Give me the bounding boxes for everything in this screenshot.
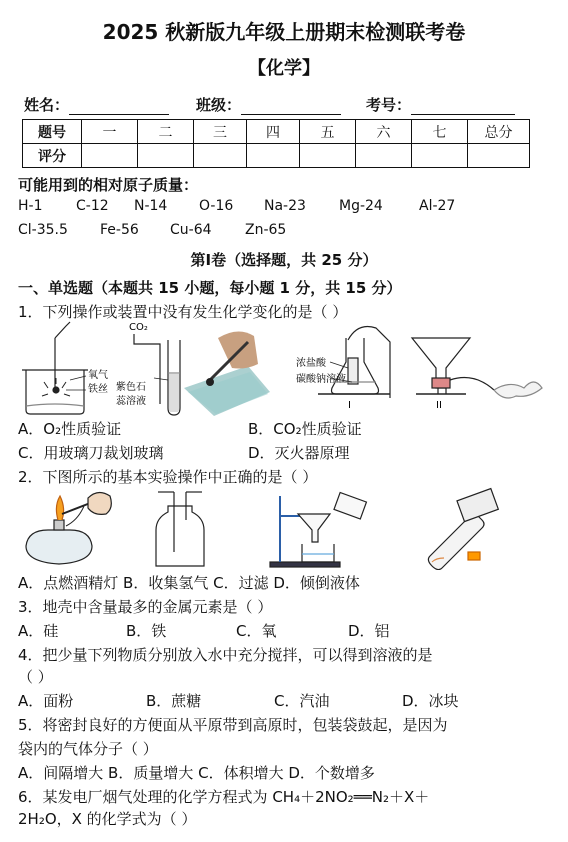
atomic-mass-item: Mg-24: [339, 198, 383, 214]
section-title: 一、单选题（本题共 15 小题，每小题 1 分，共 15 分）: [18, 279, 402, 297]
score-header-cell: 三: [194, 120, 247, 144]
score-table: [22, 119, 530, 168]
question-4-options: [18, 690, 548, 711]
exam-title: 2025 秋新版九年级上册期末检测联考卷: [102, 20, 466, 44]
gas-collection-bottle-figure: [156, 492, 204, 566]
extinguisher-inverted-figure: [412, 338, 542, 398]
atomic-mass-item: C-12: [76, 198, 109, 214]
atomic-mass-item: Na-23: [264, 198, 306, 214]
question-1-stem: 1．下列操作或装置中没有发生化学变化的是（ ）: [18, 303, 348, 321]
question-4-stem: 4．把少量下列物质分别放入水中充分搅拌，可以得到溶液的是: [18, 646, 433, 664]
score-header-cell: 七: [412, 120, 468, 144]
class-label: 班级：: [196, 96, 242, 114]
atomic-mass-line-2: [18, 222, 286, 238]
score-cell[interactable]: [247, 144, 300, 168]
question-4-option-a[interactable]: A．面粉: [18, 692, 74, 710]
score-cell[interactable]: [468, 144, 530, 168]
question-3-option-b[interactable]: B．铁: [126, 622, 167, 640]
pour-liquid-figure: [428, 489, 498, 570]
oxygen-label: 氧气: [88, 370, 108, 381]
name-field[interactable]: [24, 94, 169, 115]
score-header-cell: 题号: [23, 120, 82, 144]
score-header-cell: 四: [247, 120, 300, 144]
question-5-stem-2: 袋内的气体分子（ ）: [18, 740, 158, 758]
label-II: II: [436, 400, 442, 411]
question-1-option-b[interactable]: B．CO₂性质验证: [248, 420, 362, 438]
exam-no-field[interactable]: [366, 94, 515, 115]
co2-label: CO₂: [129, 322, 148, 333]
atomic-mass-heading: 可能用到的相对原子质量：: [18, 176, 199, 194]
question-4-option-c[interactable]: C．汽油: [274, 692, 330, 710]
question-4-option-d[interactable]: D．冰块: [402, 692, 459, 710]
na2co3-label: 碳酸钠溶液: [296, 374, 346, 385]
subject-title: 【化学】: [248, 58, 320, 79]
question-3-stem: 3．地壳中含量最多的金属元素是（ ）: [18, 598, 273, 616]
atomic-mass-item: N-14: [134, 198, 168, 214]
exam-no-label: 考号：: [366, 96, 412, 114]
atomic-mass-item: Cu-64: [170, 222, 212, 238]
atomic-mass-item: Fe-56: [100, 222, 139, 238]
alcohol-lamp-figure: [26, 492, 111, 564]
label-I: I: [348, 400, 351, 411]
extinguisher-figure: [318, 327, 390, 399]
score-table-header-row: [23, 120, 530, 144]
score-header-cell: 五: [300, 120, 356, 144]
question-3-option-a[interactable]: A．硅: [18, 622, 59, 640]
score-cell[interactable]: [300, 144, 356, 168]
volume-title: 第Ⅰ卷（选择题，共 25 分）: [190, 251, 378, 269]
question-3-options: [18, 620, 548, 641]
question-2-options[interactable]: A．点燃酒精灯 B．收集氢气 C．过滤 D．倾倒液体: [18, 574, 360, 592]
score-header-cell: 六: [356, 120, 412, 144]
score-table-score-row: [23, 144, 530, 168]
name-blank[interactable]: [69, 98, 169, 115]
question-3-option-d[interactable]: D．铝: [348, 622, 390, 640]
atomic-mass-item: Al-27: [419, 198, 456, 214]
iron-wire-label: 铁丝: [88, 384, 108, 395]
iron-wire-oxygen-figure: [22, 322, 88, 414]
atomic-mass-item: O-16: [199, 198, 234, 214]
question-5-stem: 5．将密封良好的方便面从平原带到高原时，包装袋鼓起，是因为: [18, 716, 448, 734]
exam-no-blank[interactable]: [411, 98, 515, 115]
question-3-option-c[interactable]: C．氧: [236, 622, 277, 640]
score-cell[interactable]: [194, 144, 247, 168]
atomic-mass-line-1: [18, 198, 455, 214]
atomic-mass-item: Zn-65: [245, 222, 287, 238]
class-field[interactable]: [196, 94, 341, 115]
question-2-stem: 2．下图所示的基本实验操作中正确的是（ ）: [18, 468, 318, 486]
question-1-option-a[interactable]: A．O₂性质验证: [18, 420, 122, 438]
question-1-option-d[interactable]: D．灭火器原理: [248, 444, 350, 462]
score-header-cell: 二: [138, 120, 194, 144]
question-4-option-b[interactable]: B．蔗糖: [146, 692, 202, 710]
question-5-options[interactable]: A．间隔增大 B．质量增大 C．体积增大 D．个数增多: [18, 764, 375, 782]
filtration-figure: [270, 492, 366, 567]
score-header-cell: 一: [82, 120, 138, 144]
hcl-label: 浓盐酸: [296, 358, 326, 369]
score-cell[interactable]: [412, 144, 468, 168]
score-cell[interactable]: [138, 144, 194, 168]
question-1-figures: [18, 318, 548, 418]
atomic-mass-item: H-1: [18, 198, 43, 214]
question-4-paren: （ ）: [18, 668, 53, 686]
atomic-mass-item: Cl-35.5: [18, 222, 68, 238]
score-cell[interactable]: [356, 144, 412, 168]
score-header-cell: 总分: [468, 120, 530, 144]
question-2-figures: [18, 486, 548, 570]
question-6-stem: 6．某发电厂烟气处理的化学方程式为 CH₄＋2NO₂══N₂＋X＋: [18, 788, 430, 806]
question-1-option-c[interactable]: C．用玻璃刀裁划玻璃: [18, 444, 164, 462]
name-label: 姓名：: [24, 96, 70, 114]
glass-cutting-figure: [184, 331, 270, 416]
question-6-stem-2: 2H₂O，X 的化学式为（ ）: [18, 810, 197, 828]
litmus-label-1: 紫色石: [116, 382, 146, 393]
score-row-label: 评分: [23, 144, 82, 168]
score-cell[interactable]: [82, 144, 138, 168]
litmus-label-2: 蕊溶液: [116, 396, 146, 407]
class-blank[interactable]: [241, 98, 341, 115]
